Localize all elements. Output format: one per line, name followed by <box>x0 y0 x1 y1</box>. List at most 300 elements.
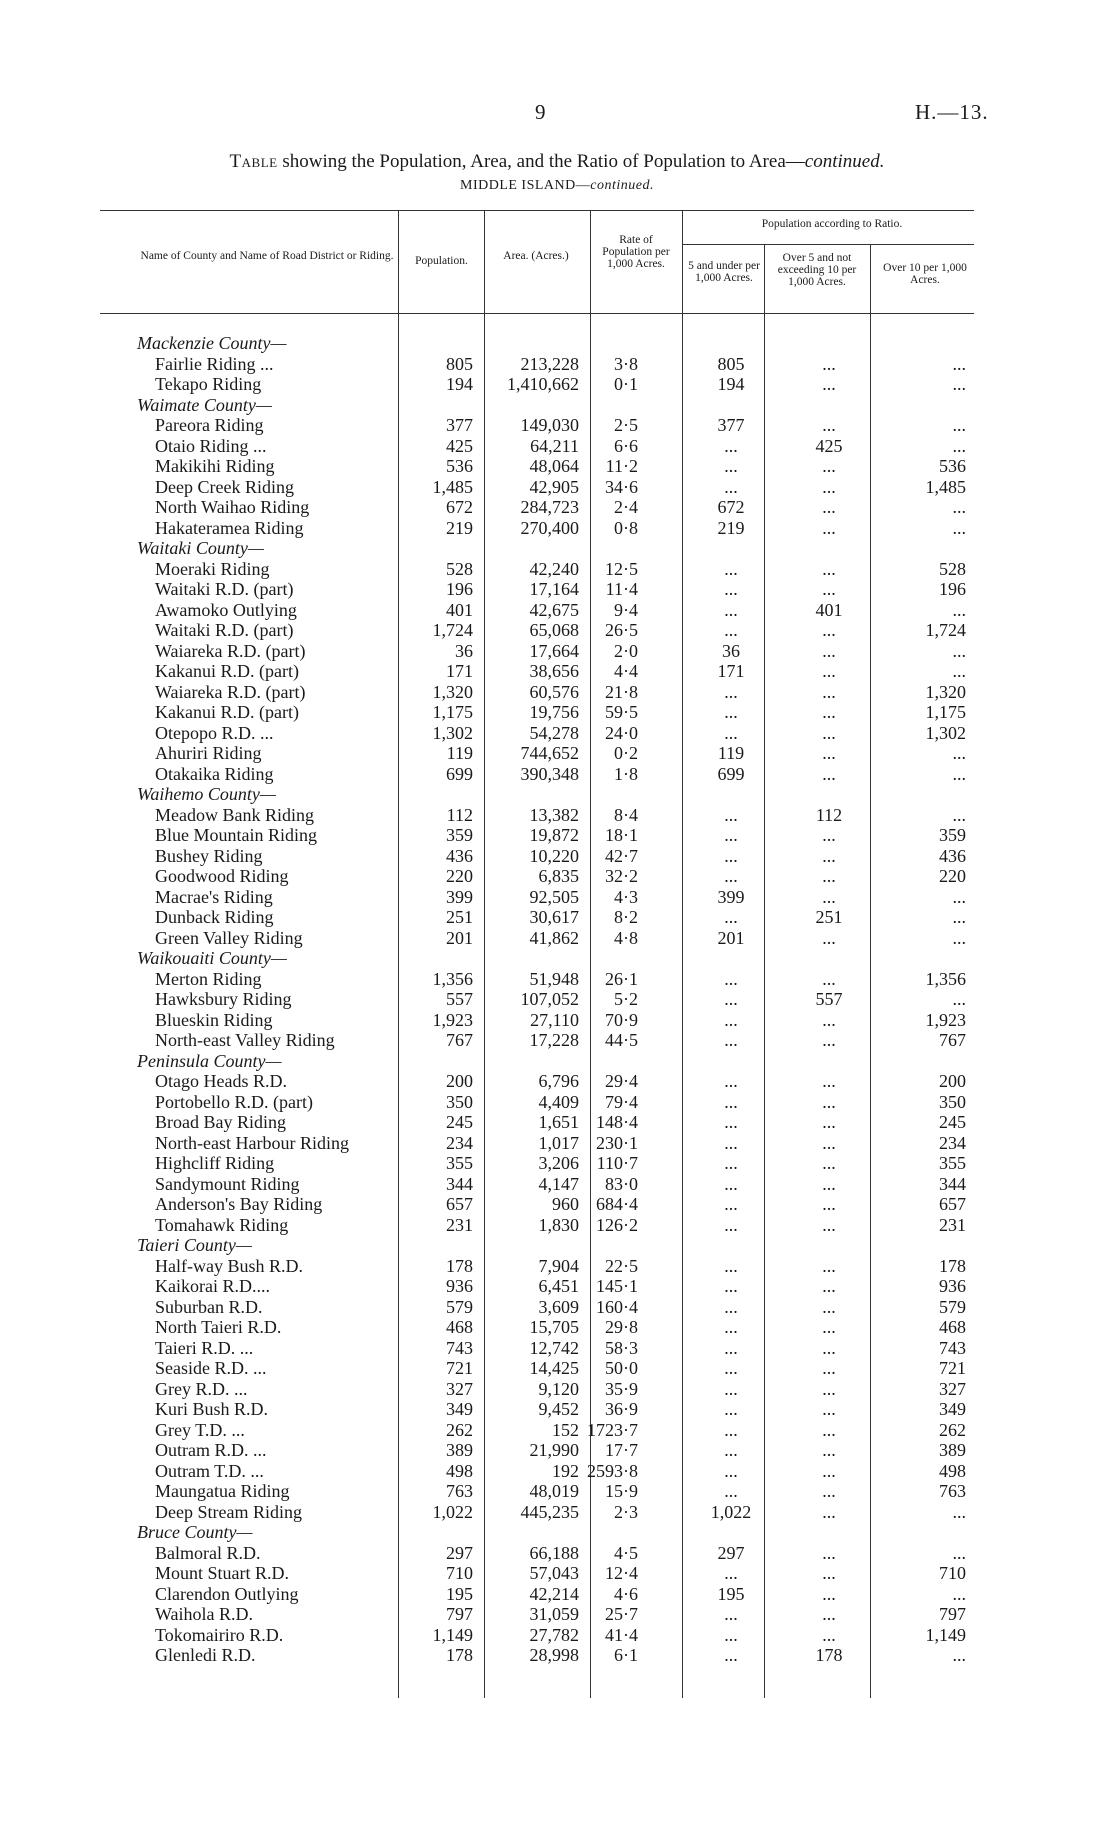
county-name: Mackenzie County— <box>137 333 287 353</box>
riding-name: Pareora Riding <box>155 415 264 435</box>
rate-cell: 12·5 <box>605 558 638 579</box>
population-cell: 1,149 <box>432 1624 473 1645</box>
ratio-5-to-10-cell: ... <box>822 1091 836 1112</box>
rate-cell: 1723·7 <box>587 1419 638 1440</box>
table-row <box>0 518 1114 539</box>
riding-name: Grey T.D. ... <box>155 1419 245 1440</box>
population-cell: 344 <box>446 1173 473 1194</box>
riding-name: Waitaki R.D. (part) <box>155 579 294 599</box>
riding-name: Ahuriri Riding <box>155 743 262 763</box>
rate-cell: 24·0 <box>605 722 638 743</box>
area-cell: 92,505 <box>529 886 579 907</box>
riding-name: Moeraki Riding <box>155 558 270 579</box>
area-cell: 48,064 <box>529 456 579 476</box>
ratio-under-5-cell: ... <box>724 1460 738 1481</box>
ratio-5-to-10-cell: ... <box>822 1563 836 1583</box>
ratio-5-to-10-cell: ... <box>822 968 836 989</box>
population-cell: 234 <box>446 1132 473 1153</box>
riding-name: Makikihi Riding <box>155 456 275 476</box>
area-cell: 60,576 <box>529 681 579 702</box>
area-cell: 30,617 <box>529 907 579 927</box>
header-rate: Rate of Population per 1,000 Acres. <box>602 234 670 270</box>
ratio-over-10-cell: 344 <box>939 1173 966 1194</box>
ratio-under-5-cell: 399 <box>717 886 745 907</box>
ratio-5-to-10-cell: ... <box>822 1440 836 1460</box>
rate-cell: 0·8 <box>614 517 638 538</box>
header-bottom-rule <box>100 313 974 314</box>
area-cell: 51,948 <box>529 968 579 989</box>
population-cell: 178 <box>446 1255 473 1276</box>
ratio-5-to-10-cell: 251 <box>815 907 843 927</box>
ratio-over-10-cell: 245 <box>939 1112 966 1132</box>
ratio-over-10-cell: 355 <box>939 1153 966 1173</box>
riding-name: Waihola R.D. <box>155 1604 254 1624</box>
ratio-under-5-cell: ... <box>724 476 738 497</box>
population-cell: 401 <box>446 599 473 620</box>
ratio-5-to-10-cell: ... <box>822 476 836 497</box>
rate-cell: 4·6 <box>614 1583 638 1604</box>
ratio-under-5-cell: ... <box>724 1194 738 1214</box>
area-cell: 4,147 <box>538 1173 579 1194</box>
page-number: 9 <box>535 100 546 124</box>
rate-cell: 22·5 <box>605 1255 638 1276</box>
ratio-under-5-cell: ... <box>724 1645 738 1665</box>
ratio-5-to-10-cell: ... <box>822 579 836 599</box>
area-cell: 1,410,662 <box>507 374 579 394</box>
area-cell: 14,425 <box>529 1358 579 1378</box>
county-heading-row <box>0 1235 1114 1256</box>
ratio-under-5-cell: ... <box>724 620 738 640</box>
rate-cell: 8·4 <box>614 804 638 825</box>
rate-cell: 2·4 <box>614 497 638 517</box>
rate-cell: 0·1 <box>614 374 638 394</box>
rate-cell: 2·3 <box>614 1501 638 1522</box>
area-cell: 1,017 <box>538 1132 579 1153</box>
table-row <box>0 1420 1114 1441</box>
population-cell: 1,724 <box>432 620 473 640</box>
ratio-over-10-cell: 1,320 <box>925 681 966 702</box>
population-cell: 743 <box>446 1337 473 1358</box>
riding-name: Bushey Riding <box>155 845 263 866</box>
ratio-under-5-cell: ... <box>724 825 738 845</box>
ratio-under-5-cell: ... <box>724 558 738 579</box>
ratio-over-10-cell: 234 <box>939 1132 966 1153</box>
population-cell: 468 <box>446 1317 473 1337</box>
ratio-5-to-10-cell: ... <box>822 1378 836 1399</box>
paper-reference: H.—13. <box>915 100 989 124</box>
area-cell: 3,206 <box>538 1153 579 1173</box>
population-cell: 219 <box>446 517 473 538</box>
ratio-under-5-cell: ... <box>724 1255 738 1276</box>
population-cell: 557 <box>446 989 473 1009</box>
rate-cell: 12·4 <box>605 1563 638 1583</box>
area-cell: 17,664 <box>529 640 579 661</box>
table-row <box>0 989 1114 1010</box>
area-cell: 42,675 <box>529 599 579 620</box>
table-row <box>0 928 1114 949</box>
area-cell: 17,228 <box>529 1030 579 1050</box>
population-cell: 1,923 <box>432 1009 473 1030</box>
ratio-over-10-cell: ... <box>952 763 966 784</box>
area-cell: 7,904 <box>538 1255 579 1276</box>
ratio-over-10-cell: ... <box>952 1645 966 1665</box>
population-cell: 251 <box>446 907 473 927</box>
population-cell: 231 <box>446 1214 473 1235</box>
rate-cell: 41·4 <box>605 1624 638 1645</box>
population-cell: 797 <box>446 1604 473 1624</box>
area-cell: 149,030 <box>520 415 579 435</box>
ratio-5-to-10-cell: 178 <box>815 1645 843 1665</box>
area-cell: 42,214 <box>529 1583 579 1604</box>
ratio-over-10-cell: 1,356 <box>925 968 966 989</box>
ratio-5-to-10-cell: 425 <box>815 435 843 456</box>
area-cell: 3,609 <box>538 1296 579 1317</box>
table-row <box>0 559 1114 580</box>
ratio-5-to-10-cell: ... <box>822 1296 836 1317</box>
area-cell: 38,656 <box>529 661 579 681</box>
population-cell: 536 <box>446 456 473 476</box>
table-row <box>0 497 1114 518</box>
ratio-under-5-cell: 195 <box>717 1583 745 1604</box>
ratio-over-10-cell: 498 <box>939 1460 966 1481</box>
ratio-over-10-cell: 767 <box>939 1030 966 1050</box>
area-cell: 744,652 <box>520 743 579 763</box>
ratio-5-to-10-cell: 557 <box>815 989 843 1009</box>
table-body <box>0 333 1114 1666</box>
riding-name: Blue Mountain Riding <box>155 825 317 845</box>
ratio-5-to-10-cell: ... <box>822 640 836 661</box>
table-row <box>0 702 1114 723</box>
subtitle-text: MIDDLE ISLAND— <box>460 178 591 193</box>
ratio-5-to-10-cell: ... <box>822 1624 836 1645</box>
ratio-under-5-cell: ... <box>724 1091 738 1112</box>
rate-cell: 126·2 <box>596 1214 638 1235</box>
riding-name: Outram R.D. ... <box>155 1440 267 1460</box>
ratio-under-5-cell: ... <box>724 1009 738 1030</box>
riding-name: Waitaki R.D. (part) <box>155 620 294 640</box>
riding-name: Grey R.D. ... <box>155 1378 248 1399</box>
rate-cell: 26·5 <box>605 620 638 640</box>
table-row <box>0 1010 1114 1031</box>
ratio-under-5-cell: ... <box>724 1276 738 1296</box>
table-row <box>0 723 1114 744</box>
ratio-under-5-cell: ... <box>724 1214 738 1235</box>
rate-cell: 145·1 <box>596 1276 638 1296</box>
area-cell: 64,211 <box>530 435 579 456</box>
ratio-5-to-10-cell: ... <box>822 661 836 681</box>
ratio-under-5-cell: ... <box>724 456 738 476</box>
riding-name: Otaio Riding ... <box>155 435 267 456</box>
rate-cell: 5·2 <box>614 989 638 1009</box>
rate-cell: 79·4 <box>605 1091 638 1112</box>
area-cell: 270,400 <box>520 517 579 538</box>
riding-name: Goodwood Riding <box>155 866 289 886</box>
area-cell: 12,742 <box>529 1337 579 1358</box>
rate-cell: 8·2 <box>614 907 638 927</box>
table-row <box>0 682 1114 703</box>
ratio-over-10-cell: ... <box>952 353 966 374</box>
ratio-under-5-cell: ... <box>724 845 738 866</box>
ratio-under-5-cell: ... <box>724 1112 738 1132</box>
riding-name: Otepopo R.D. ... <box>155 722 274 743</box>
county-name: Taieri County— <box>137 1235 252 1255</box>
area-cell: 19,872 <box>529 825 579 845</box>
population-cell: 528 <box>446 558 473 579</box>
table-title-prefix: Table <box>229 151 278 172</box>
ratio-under-5-cell: 201 <box>717 927 745 948</box>
area-cell: 13,382 <box>529 804 579 825</box>
population-cell: 579 <box>446 1296 473 1317</box>
county-heading-row <box>0 948 1114 969</box>
ratio-5-to-10-cell: ... <box>822 1399 836 1419</box>
population-cell: 178 <box>446 1645 473 1665</box>
riding-name: Suburban R.D. <box>155 1296 263 1317</box>
rate-cell: 0·2 <box>614 743 638 763</box>
population-cell: 36 <box>455 640 473 661</box>
population-cell: 672 <box>446 497 473 517</box>
table-row <box>0 436 1114 457</box>
ratio-under-5-cell: ... <box>724 1317 738 1337</box>
population-cell: 349 <box>446 1399 473 1419</box>
riding-name: Tomahawk Riding <box>155 1214 289 1235</box>
ratio-over-10-cell: 220 <box>939 866 966 886</box>
rate-cell: 35·9 <box>605 1378 638 1399</box>
ratio-over-10-cell: ... <box>952 907 966 927</box>
ratio-under-5-cell: 699 <box>717 763 745 784</box>
table-row <box>0 477 1114 498</box>
ratio-5-to-10-cell: ... <box>822 1194 836 1214</box>
population-cell: 201 <box>446 927 473 948</box>
riding-name: Merton Riding <box>155 968 262 989</box>
ratio-over-10-cell: ... <box>952 517 966 538</box>
ratio-over-10-cell: 657 <box>939 1194 966 1214</box>
riding-name: Hakateramea Riding <box>155 517 304 538</box>
ratio-under-5-cell: ... <box>724 1173 738 1194</box>
population-cell: 1,175 <box>432 702 473 722</box>
ratio-over-10-cell: 1,302 <box>925 722 966 743</box>
rate-cell: 4·5 <box>614 1542 638 1563</box>
area-cell: 54,278 <box>529 722 579 743</box>
rate-cell: 44·5 <box>605 1030 638 1050</box>
ratio-under-5-cell: 377 <box>717 415 745 435</box>
table-row <box>0 805 1114 826</box>
ratio-under-5-cell: ... <box>724 1563 738 1583</box>
ratio-5-to-10-cell: ... <box>822 1255 836 1276</box>
area-cell: 27,782 <box>529 1624 579 1645</box>
table-row <box>0 743 1114 764</box>
riding-name: Seaside R.D. ... <box>155 1358 267 1378</box>
table-row <box>0 1645 1114 1666</box>
table-row <box>0 907 1114 928</box>
table-row <box>0 1461 1114 1482</box>
ratio-over-10-cell: 327 <box>939 1378 966 1399</box>
area-cell: 19,756 <box>529 702 579 722</box>
riding-name: Taieri R.D. ... <box>155 1337 254 1358</box>
riding-name: Clarendon Outlying <box>155 1583 299 1604</box>
rate-cell: 29·8 <box>605 1317 638 1337</box>
ratio-over-10-cell: 579 <box>939 1296 966 1317</box>
rate-cell: 6·1 <box>614 1645 638 1665</box>
ratio-over-10-cell: 178 <box>939 1255 966 1276</box>
riding-name: Deep Creek Riding <box>155 476 294 497</box>
header-r1: 5 and under per 1,000 Acres. <box>688 260 760 284</box>
riding-name: Highcliff Riding <box>155 1153 275 1173</box>
ratio-5-to-10-cell: ... <box>822 763 836 784</box>
ratio-over-10-cell: 797 <box>939 1604 966 1624</box>
header-area: Area. (Acres.) <box>503 250 569 262</box>
table-row <box>0 1112 1114 1133</box>
riding-name: North Taieri R.D. <box>155 1317 282 1337</box>
table-title <box>0 151 1114 173</box>
population-cell: 119 <box>446 743 473 763</box>
area-cell: 6,796 <box>538 1071 579 1091</box>
area-cell: 10,220 <box>529 845 579 866</box>
county-name: Waikouaiti County— <box>137 948 287 968</box>
ratio-over-10-cell: ... <box>952 927 966 948</box>
population-cell: 262 <box>446 1419 473 1440</box>
ratio-over-10-cell: ... <box>952 415 966 435</box>
population-cell: 936 <box>446 1276 473 1296</box>
ratio-under-5-cell: 119 <box>717 743 745 763</box>
rate-cell: 42·7 <box>605 845 638 866</box>
riding-name: Kakanui R.D. (part) <box>155 702 299 722</box>
ratio-5-to-10-cell: ... <box>822 353 836 374</box>
riding-name: Deep Stream Riding <box>155 1501 302 1522</box>
ratio-over-10-cell: 468 <box>939 1317 966 1337</box>
population-cell: 171 <box>446 661 473 681</box>
riding-name: Kakanui R.D. (part) <box>155 661 299 681</box>
county-name: Waimate County— <box>137 394 272 415</box>
table-row <box>0 1502 1114 1523</box>
population-cell: 1,302 <box>432 722 473 743</box>
riding-name: Waiareka R.D. (part) <box>155 640 306 661</box>
ratio-5-to-10-cell: ... <box>822 1153 836 1173</box>
ratio-5-to-10-cell: ... <box>822 456 836 476</box>
ratio-over-10-cell: 1,485 <box>925 476 966 497</box>
ratio-group-rule <box>682 244 974 245</box>
rate-cell: 70·9 <box>605 1009 638 1030</box>
rate-cell: 3·8 <box>614 353 638 374</box>
ratio-under-5-cell: ... <box>724 1378 738 1399</box>
rate-cell: 36·9 <box>605 1399 638 1419</box>
ratio-over-10-cell: 710 <box>939 1563 966 1583</box>
ratio-5-to-10-cell: ... <box>822 1173 836 1194</box>
ratio-5-to-10-cell: ... <box>822 1358 836 1378</box>
ratio-under-5-cell: ... <box>724 1030 738 1050</box>
riding-name: North-east Valley Riding <box>155 1030 335 1050</box>
table-row <box>0 1604 1114 1625</box>
table-row <box>0 866 1114 887</box>
table-row <box>0 354 1114 375</box>
ratio-over-10-cell: ... <box>952 374 966 394</box>
population-cell: 297 <box>446 1542 473 1563</box>
table-row <box>0 1153 1114 1174</box>
rate-cell: 148·4 <box>596 1112 638 1132</box>
table-row <box>0 1440 1114 1461</box>
header-ratio-group: Population according to Ratio. <box>761 218 903 230</box>
ratio-5-to-10-cell: ... <box>822 1419 836 1440</box>
population-cell: 425 <box>446 435 473 456</box>
area-cell: 1,830 <box>538 1214 579 1235</box>
ratio-under-5-cell: ... <box>724 1399 738 1419</box>
rate-cell: 2·0 <box>614 640 638 661</box>
ratio-over-10-cell: ... <box>952 1501 966 1522</box>
ratio-5-to-10-cell: ... <box>822 1583 836 1604</box>
header-r2: Over 5 and not exceeding 10 per 1,000 Acres. <box>777 252 857 288</box>
riding-name: Half-way Bush R.D. <box>155 1255 303 1276</box>
county-heading-row <box>0 1522 1114 1543</box>
ratio-under-5-cell: ... <box>724 1153 738 1173</box>
ratio-under-5-cell: ... <box>724 579 738 599</box>
table-row <box>0 1481 1114 1502</box>
ratio-5-to-10-cell: ... <box>822 517 836 538</box>
table-row <box>0 1338 1114 1359</box>
ratio-over-10-cell: 389 <box>939 1440 966 1460</box>
county-heading-row <box>0 1051 1114 1072</box>
ratio-over-10-cell: 231 <box>939 1214 966 1235</box>
rate-cell: 34·6 <box>605 476 638 497</box>
population-cell: 805 <box>446 353 473 374</box>
riding-name: Outram T.D. ... <box>155 1460 264 1481</box>
rate-cell: 110·7 <box>596 1153 638 1173</box>
county-name: Bruce County— <box>137 1522 253 1542</box>
ratio-under-5-cell: 805 <box>717 353 745 374</box>
rate-cell: 4·8 <box>614 927 638 948</box>
area-cell: 28,998 <box>529 1645 579 1665</box>
rate-cell: 50·0 <box>605 1358 638 1378</box>
population-cell: 657 <box>446 1194 473 1214</box>
table-row <box>0 846 1114 867</box>
area-cell: 4,409 <box>538 1091 579 1112</box>
county-heading-row <box>0 333 1114 354</box>
population-cell: 498 <box>446 1460 473 1481</box>
ratio-5-to-10-cell: ... <box>822 1030 836 1050</box>
ratio-5-to-10-cell: ... <box>822 825 836 845</box>
riding-name: Macrae's Riding <box>155 886 273 907</box>
table-row <box>0 1625 1114 1646</box>
ratio-under-5-cell: ... <box>724 907 738 927</box>
ratio-over-10-cell: ... <box>952 661 966 681</box>
ratio-over-10-cell: 721 <box>939 1358 966 1378</box>
ratio-over-10-cell: 763 <box>939 1481 966 1501</box>
ratio-over-10-cell: 536 <box>939 456 966 476</box>
table-subtitle <box>0 178 1114 194</box>
table-row <box>0 415 1114 436</box>
ratio-5-to-10-cell: ... <box>822 681 836 702</box>
ratio-under-5-cell: 219 <box>717 517 745 538</box>
riding-name: Broad Bay Riding <box>155 1112 286 1132</box>
ratio-over-10-cell: 349 <box>939 1399 966 1419</box>
riding-name: North Waihao Riding <box>155 497 310 517</box>
ratio-over-10-cell: ... <box>952 497 966 517</box>
riding-name: Dunback Riding <box>155 907 274 927</box>
ratio-5-to-10-cell: ... <box>822 1337 836 1358</box>
area-cell: 1,651 <box>538 1112 579 1132</box>
ratio-over-10-cell: 1,923 <box>925 1009 966 1030</box>
ratio-over-10-cell: 200 <box>939 1071 966 1091</box>
table-row <box>0 1215 1114 1236</box>
ratio-under-5-cell: 36 <box>722 640 740 661</box>
area-cell: 107,052 <box>520 989 579 1009</box>
riding-name: Otago Heads R.D. <box>155 1071 287 1091</box>
ratio-over-10-cell: 436 <box>939 845 966 866</box>
table-title-text: showing the Population, Area, and the Ratio of Population to Area— <box>277 151 805 172</box>
ratio-5-to-10-cell: ... <box>822 722 836 743</box>
population-cell: 436 <box>446 845 473 866</box>
area-cell: 390,348 <box>520 763 579 784</box>
table-row <box>0 1194 1114 1215</box>
population-cell: 220 <box>446 866 473 886</box>
